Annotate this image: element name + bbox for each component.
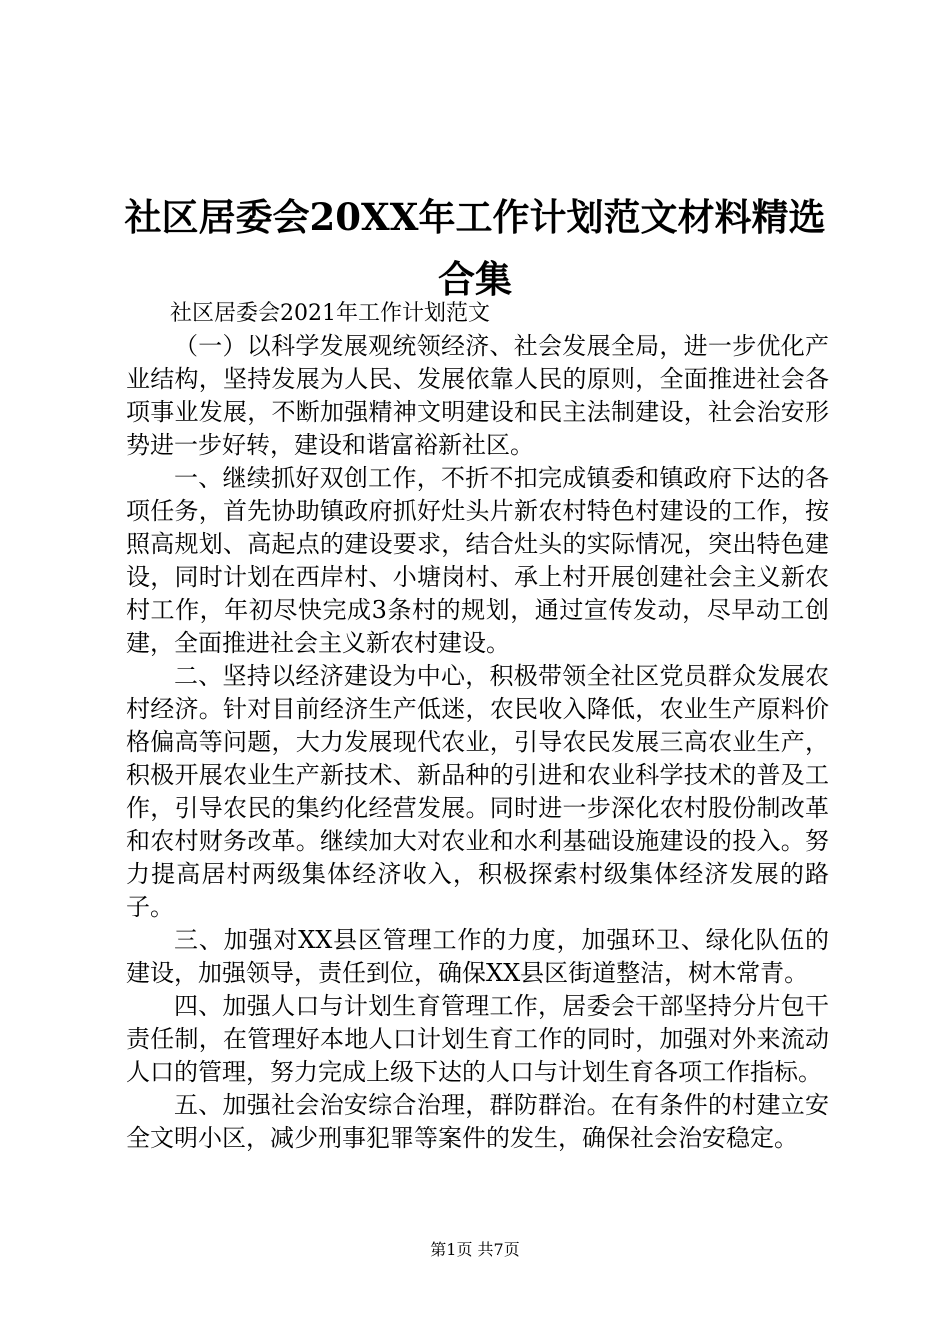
paragraph-overview: （一）以科学发展观统领经济、社会发展全局，进一步优化产业结构，坚持发展为人民、发展依靠人民的原则，全面推进社会各项事业发展，不断加强精神文明建设和民主法制建设，社会治安形势进一步好转，建设和谐富裕新社区。 [126, 332, 829, 459]
page-footer: 第1页 共7页 [430, 1240, 520, 1259]
section-subtitle: 社区居委会2021年工作计划范文 [170, 301, 490, 326]
document-body [126, 297, 829, 1155]
paragraph-item-2: 二、坚持以经济建设为中心，积极带领全社区党员群众发展农村经济。针对目前经济生产低迷，农民收入降低，农业生产原料价格偏高等问题，大力发展现代农业，引导农民发展三高农业生产，积极开展农业生产新技术、新品种的引进和农业科学技术的普及工作，引导农民的集约化经营发展。同时进一步深化农村股份制改革和农村财务改革。继续加大对农业和水利基础设施建设的投入。努力提高居村两级集体经济收入，积极探索村级集体经济发展的路子。 [126, 662, 829, 921]
document-title: 社区居委会20XX年工作计划范文材料精选合集 [124, 195, 826, 301]
paragraph-item-3: 三、加强对XX县区管理工作的力度，加强环卫、绿化队伍的建设，加强领导，责任到位，确保XX县区街道整洁，树木常青。 [126, 926, 829, 987]
paragraph-item-1: 一、继续抓好双创工作，不折不扣完成镇委和镇政府下达的各项任务，首先协助镇政府抓好灶头片新农村特色村建设的工作，按照高规划、高起点的建设要求，结合灶头的实际情况，突出特色建设，同时计划在西岸村、小塘岗村、承上村开展创建社会主义新农村工作，年初尽快完成3条村的规划，通过宣传发动，尽早动工创建，全面推进社会主义新农村建设。 [126, 464, 829, 657]
paragraph-item-5: 五、加强社会治安综合治理，群防群治。在有条件的村建立安全文明小区，减少刑事犯罪等案件的发生，确保社会治安稳定。 [126, 1091, 829, 1152]
paragraph-item-4: 四、加强人口与计划生育管理工作，居委会干部坚持分片包干责任制，在管理好本地人口计划生育工作的同时，加强对外来流动人口的管理，努力完成上级下达的人口与计划生育各项工作指标。 [126, 992, 829, 1086]
